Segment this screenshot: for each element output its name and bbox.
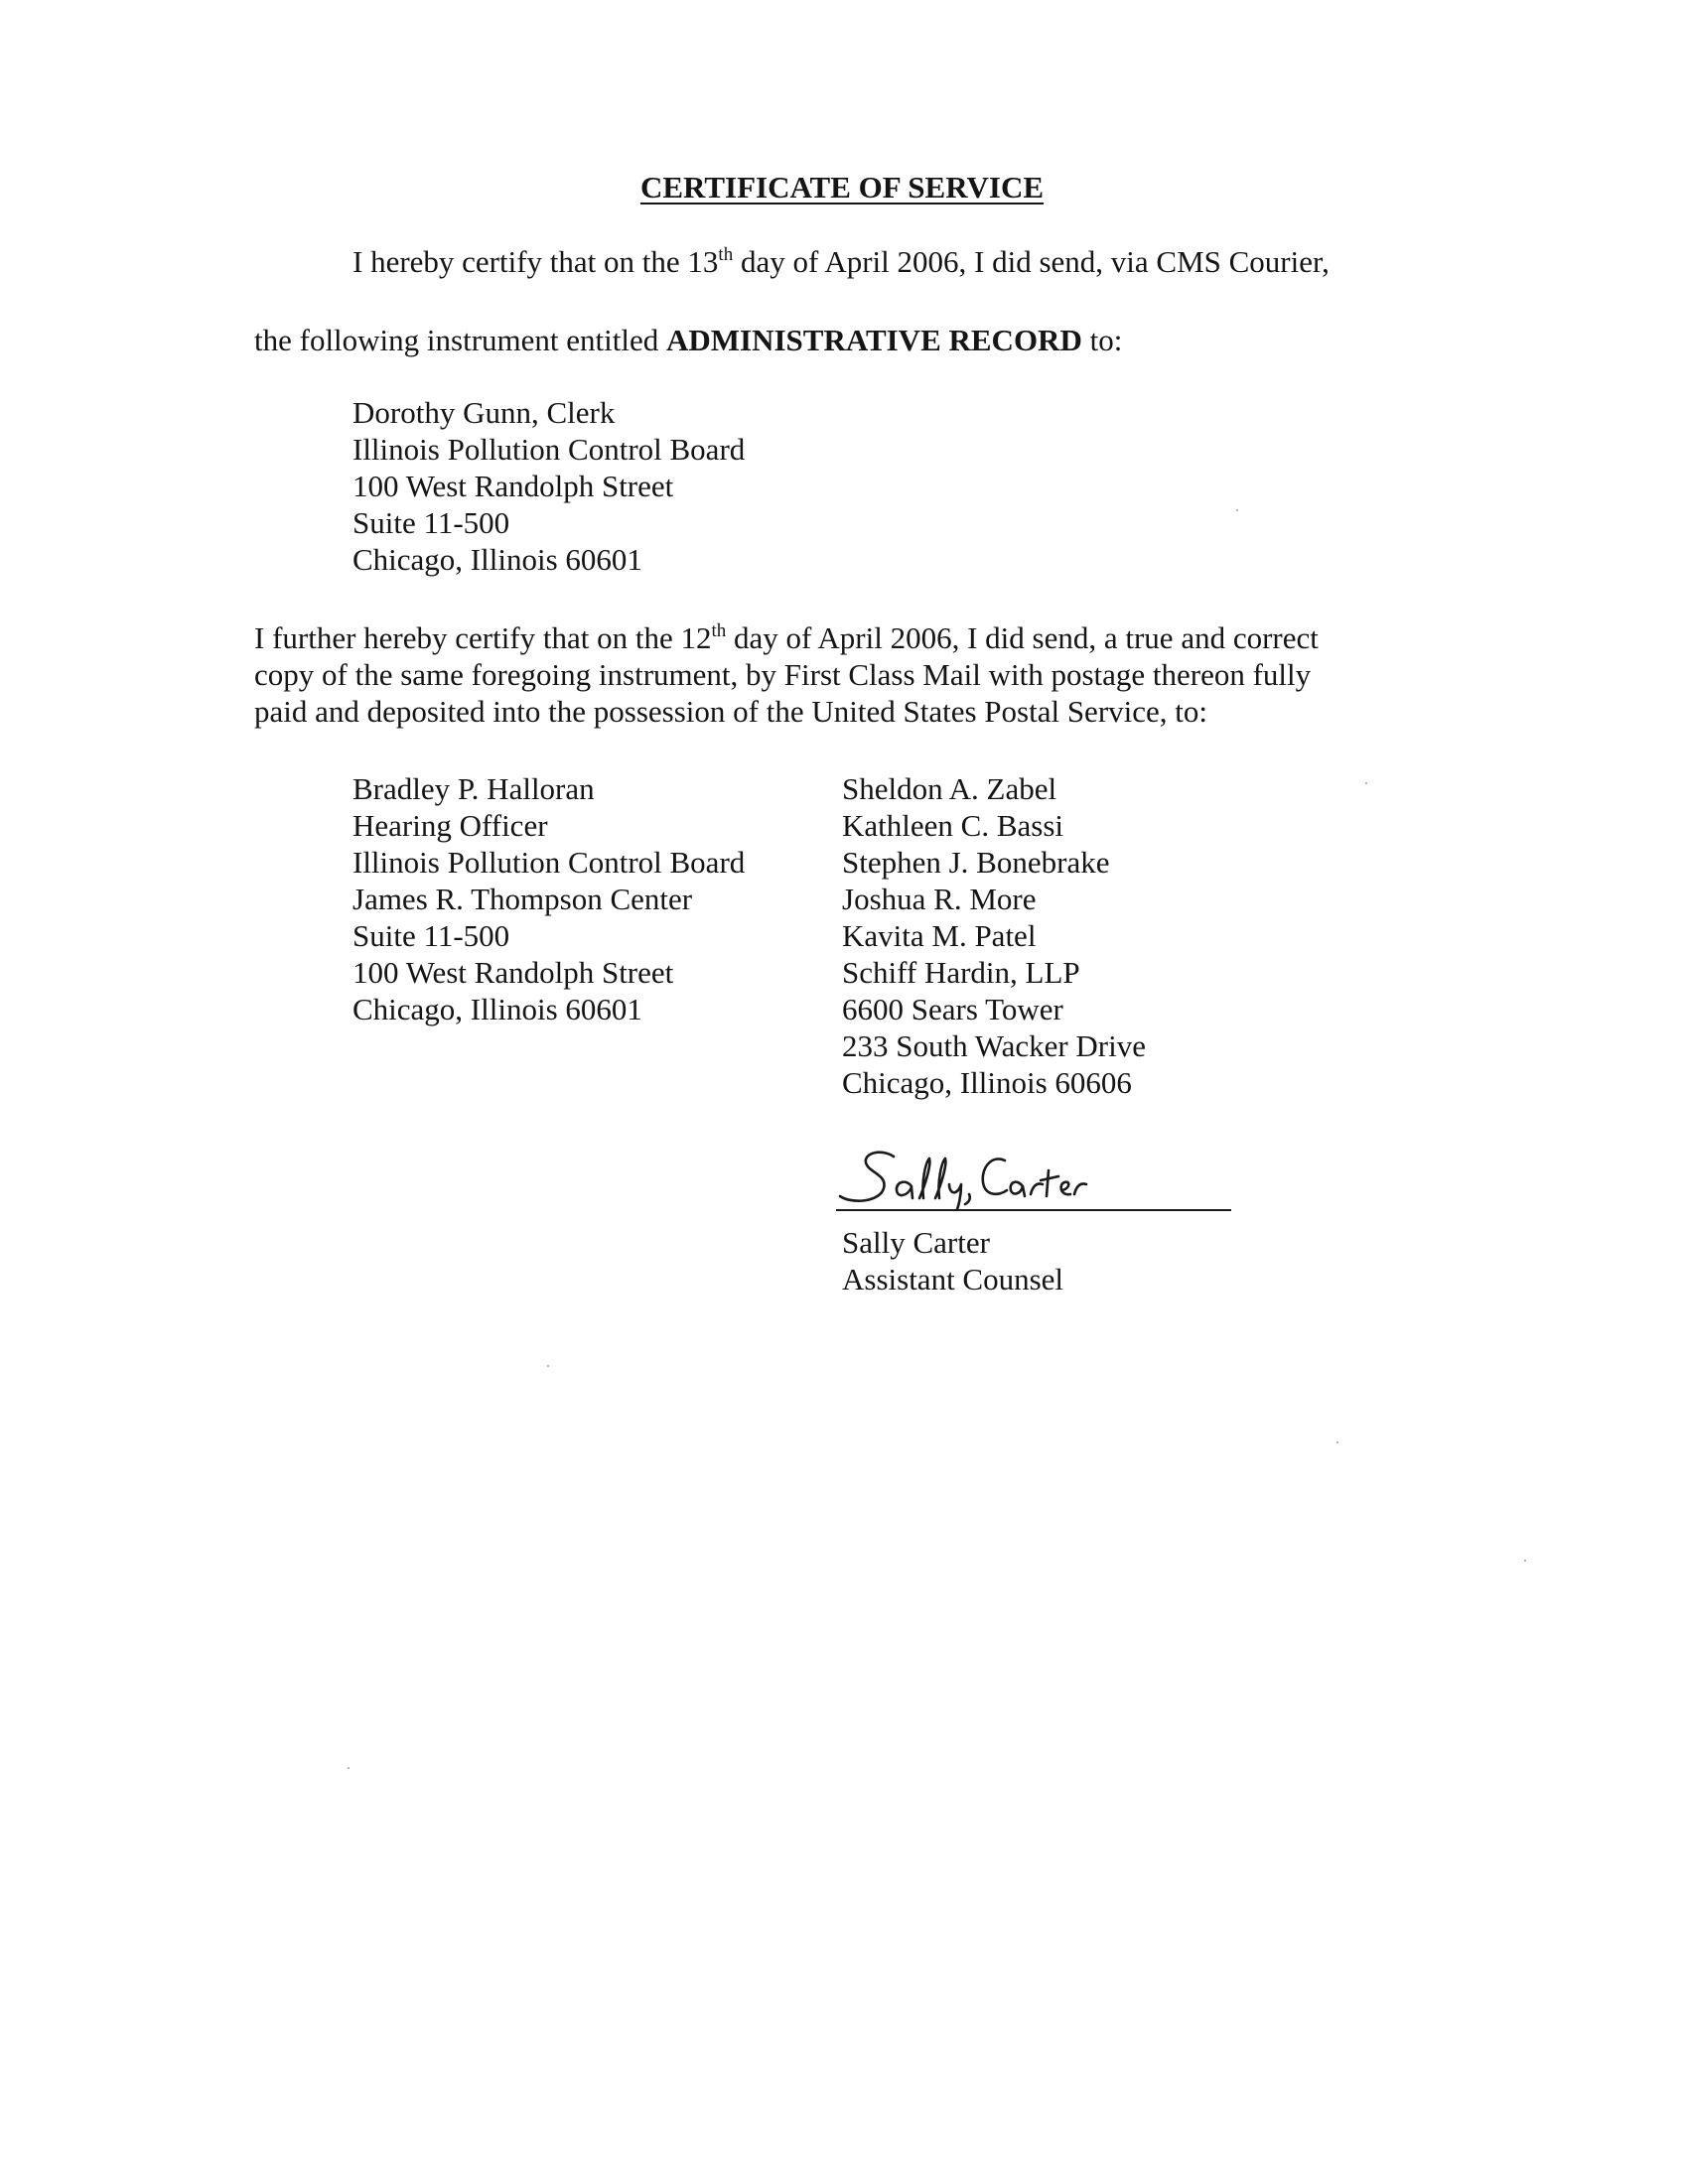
address-line: Joshua R. More (842, 882, 1037, 916)
address-line: Kathleen C. Bassi (842, 808, 1063, 843)
paragraph1-text: the following instrument entitled (254, 323, 666, 357)
address-line: Suite 11-500 (352, 918, 510, 953)
paragraph2-line2: copy of the same foregoing instrument, by First Class Mail with postage thereon fully (254, 657, 1312, 692)
signature-line (836, 1209, 1231, 1211)
paragraph2-line1 (254, 619, 1319, 656)
scan-speck (1365, 782, 1367, 784)
paragraph2-text: I further hereby certify that on the 12 (254, 620, 712, 655)
signatory-block (842, 1224, 1063, 1297)
handwritten-signature (836, 1147, 1233, 1211)
recipient-block-clerk (352, 394, 745, 578)
address-line: 6600 Sears Tower (842, 992, 1063, 1026)
address-line: 233 South Wacker Drive (842, 1028, 1147, 1063)
address-line: Schiff Hardin, LLP (842, 955, 1080, 990)
paragraph1-line1 (352, 243, 1330, 280)
address-line: Bradley P. Halloran (352, 771, 595, 806)
address-line: Sheldon A. Zabel (842, 771, 1057, 806)
address-line: Illinois Pollution Control Board (352, 845, 746, 880)
address-line: Chicago, Illinois 60601 (352, 542, 642, 577)
address-line: Chicago, Illinois 60606 (842, 1065, 1132, 1100)
document-title: CERTIFICATE OF SERVICE (639, 170, 1045, 205)
signature-scrawl (836, 1147, 1233, 1211)
paragraph1-text: I hereby certify that on the 13 (352, 244, 719, 279)
scan-speck (1236, 509, 1238, 511)
address-line: Chicago, Illinois 60601 (352, 992, 642, 1026)
address-line: Dorothy Gunn, Clerk (352, 395, 616, 430)
recipient-block-counsel (842, 770, 1146, 1101)
address-line: Illinois Pollution Control Board (352, 432, 746, 467)
paragraph1-text-cont: to: (1081, 323, 1123, 357)
paragraph2-line3: paid and deposited into the possession of the United States Postal Service, to: (254, 694, 1208, 729)
signatory-name: Sally Carter (842, 1225, 990, 1260)
address-line: Kavita M. Patel (842, 918, 1037, 953)
signatory-title: Assistant Counsel (842, 1262, 1064, 1297)
address-line: 100 West Randolph Street (352, 469, 674, 503)
address-line: James R. Thompson Center (352, 882, 693, 916)
ordinal-suffix: th (711, 620, 727, 641)
address-line: Hearing Officer (352, 808, 548, 843)
paragraph2-text-cont: day of April 2006, I did send, a true and correct (726, 620, 1319, 655)
scan-speck (1524, 1560, 1526, 1562)
paragraph2 (254, 619, 1319, 730)
paragraph1-text-cont: day of April 2006, I did send, via CMS Courier, (733, 244, 1330, 279)
scan-speck (547, 1365, 549, 1367)
paragraph1-line2 (254, 322, 1122, 358)
instrument-title: ADMINISTRATIVE RECORD (666, 323, 1082, 357)
scan-speck (348, 1767, 350, 1769)
address-line: Stephen J. Bonebrake (842, 845, 1110, 880)
address-line: Suite 11-500 (352, 505, 510, 540)
scan-speck (1336, 1441, 1338, 1443)
recipient-block-hearing-officer (352, 770, 745, 1027)
ordinal-suffix: th (718, 244, 734, 265)
address-line: 100 West Randolph Street (352, 955, 674, 990)
